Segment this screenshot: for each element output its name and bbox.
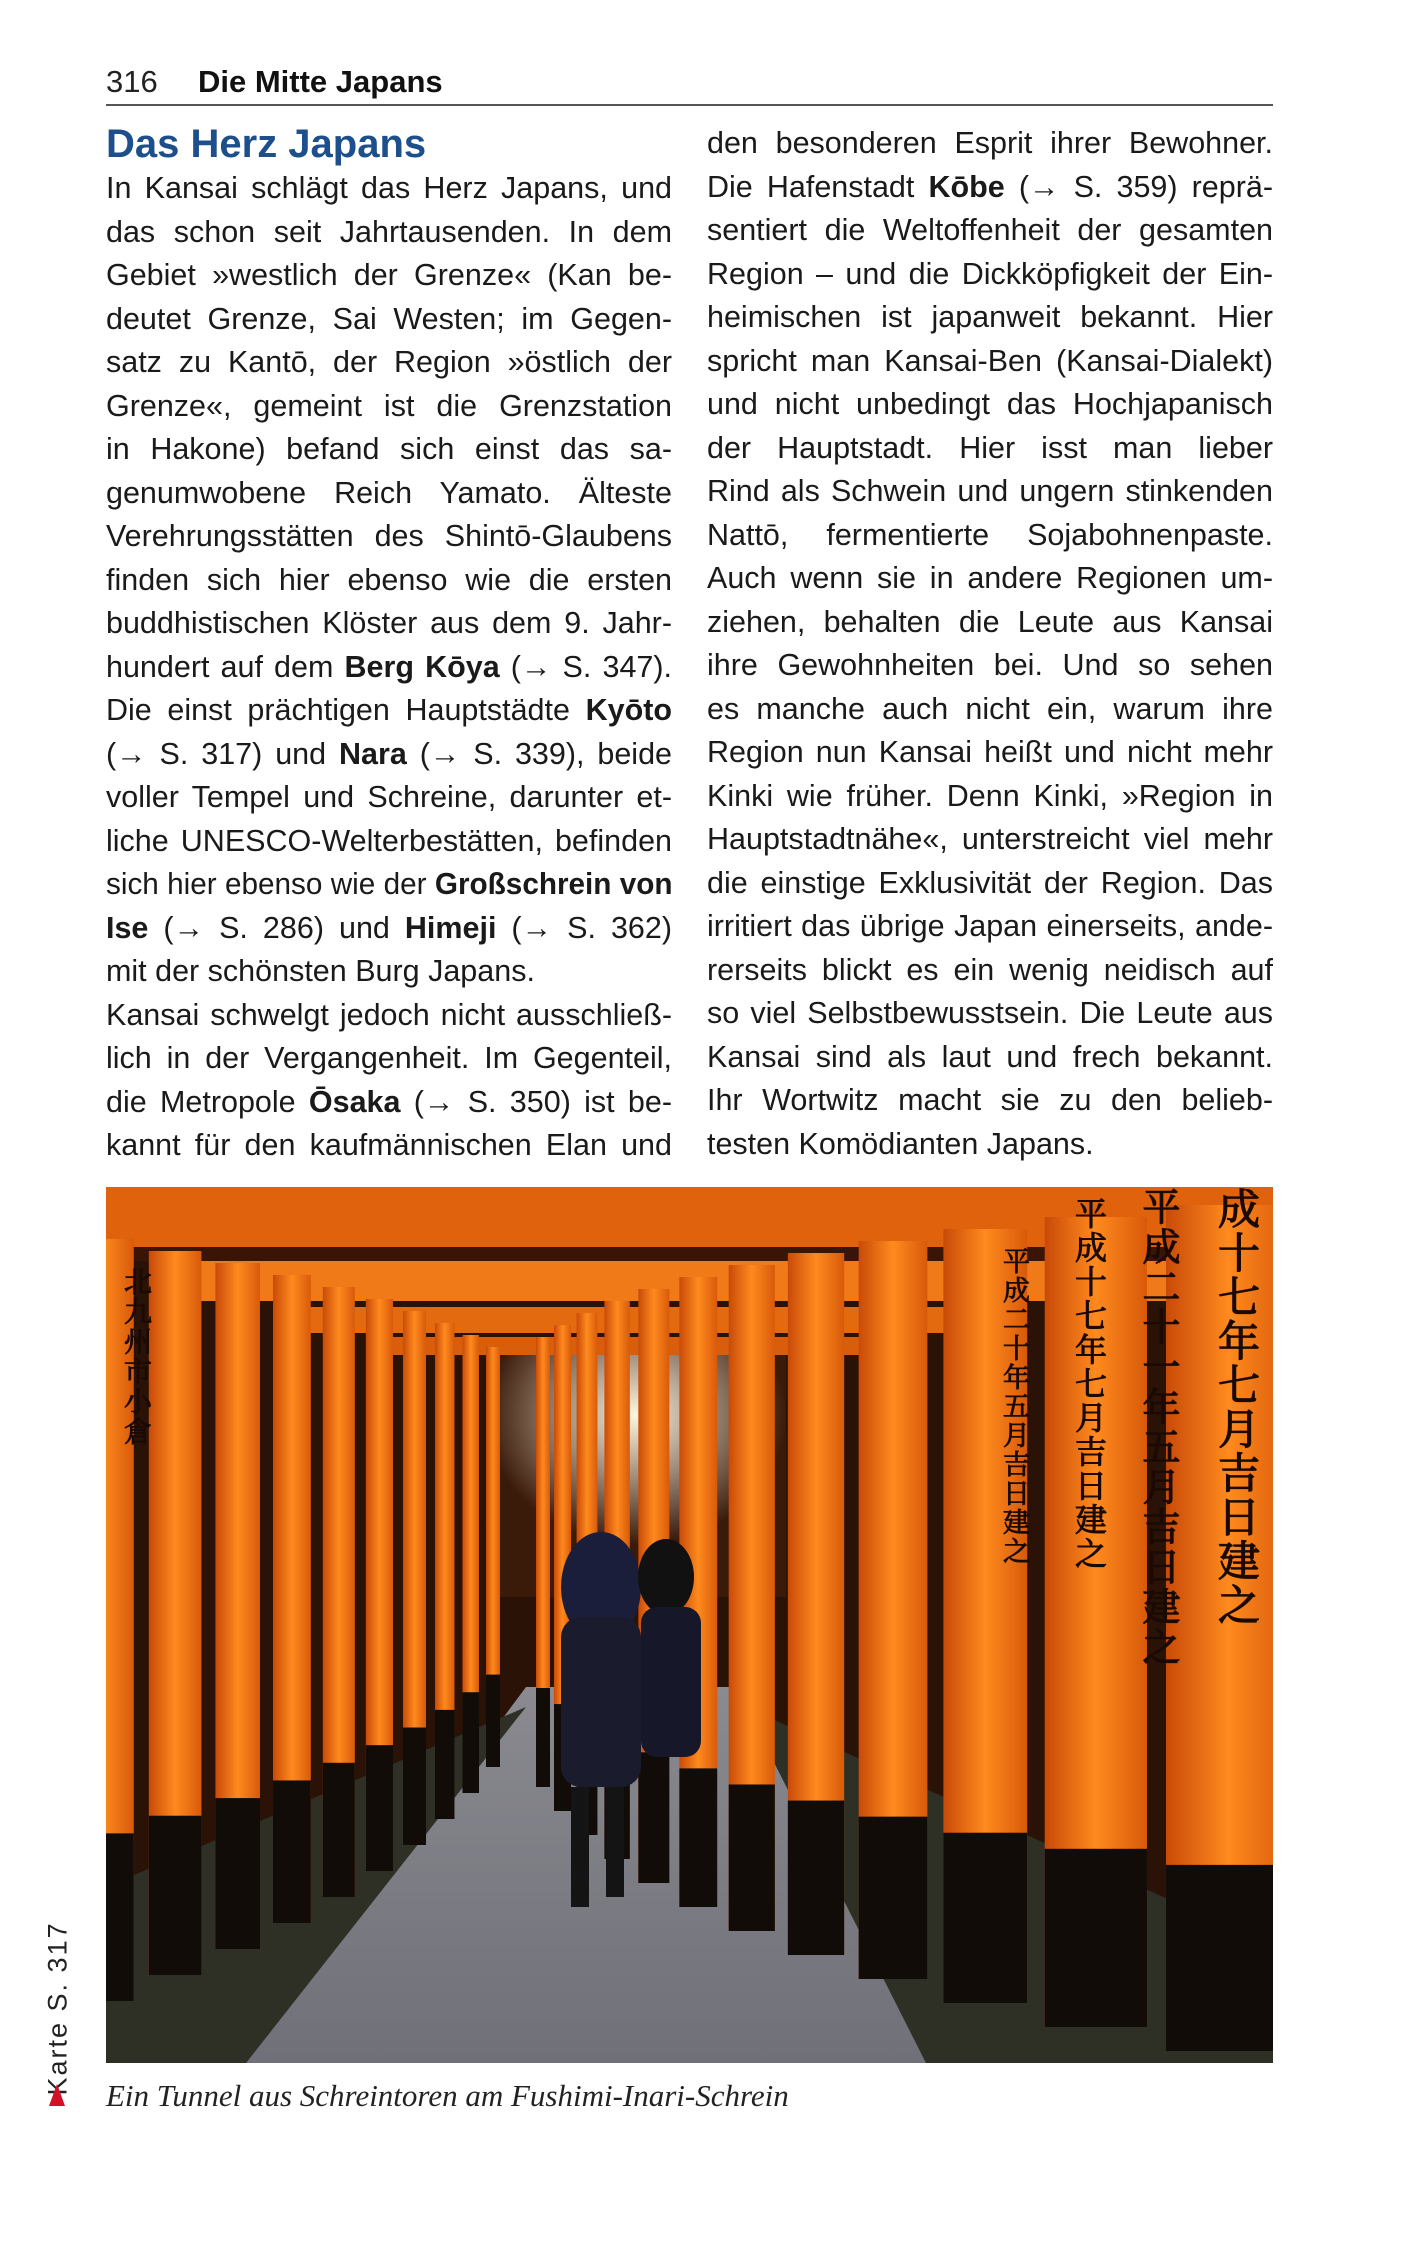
text-line [707, 167, 1273, 207]
text-line [106, 386, 672, 426]
text-line [707, 863, 1273, 903]
bold-term: Kōbe [928, 169, 1005, 204]
pillar-base [943, 1833, 1027, 2003]
text-line [106, 1038, 672, 1078]
bold-term: Kyōto [585, 693, 672, 727]
text-segment: das schon seit Jahrtausenden. In dem [106, 214, 672, 249]
text-line [707, 210, 1273, 250]
text-line [106, 560, 672, 600]
text-segment: Region nun Kansai heißt und nicht mehr [707, 735, 1273, 769]
text-segment: kannt für den kaufmännischen Elan und [106, 1128, 672, 1162]
text-line [106, 777, 672, 817]
text-segment: Ihr Wortwitz macht sie zu den belieb- [707, 1083, 1273, 1117]
article-title: Das Herz Japans [106, 122, 427, 166]
header-rule [106, 104, 1273, 106]
text-line [106, 647, 672, 687]
text-line [707, 732, 1273, 772]
text-segment: in Hakone) befand sich einst das sa- [106, 432, 672, 466]
pillar-base [403, 1728, 426, 1845]
text-line [707, 776, 1273, 816]
text-segment: ihre Gewohnheiten bei. Und so sehen [707, 648, 1273, 682]
text-segment: Auch wenn sie in andere Regionen um- [707, 561, 1273, 595]
text-line [707, 906, 1273, 946]
text-segment: Kinki wie früher. Denn Kinki, »Region in [707, 778, 1273, 813]
text-segment: Hauptstadtnähe«, unterstreicht viel mehr [707, 822, 1273, 856]
pillar-inscription: 北九州市小倉 [120, 1267, 153, 1447]
text-segment: Kansai sind als laut und frech bekannt. [707, 1039, 1273, 1074]
pillar-base [215, 1798, 260, 1949]
text-line [106, 908, 672, 948]
text-line [707, 1124, 1273, 1164]
text-line [707, 341, 1273, 381]
text-line [106, 212, 672, 252]
text-line [707, 254, 1273, 294]
text-line [106, 951, 672, 991]
text-segment: Verehrungsstätten des Shintō-Glaubens [106, 519, 672, 553]
text-segment: sentiert die Weltoffenheit der gesamten [707, 213, 1273, 247]
text-segment: Nattō, fermentierte Sojabohnenpaste. [707, 517, 1273, 552]
text-segment: es manche auch nicht ein, warum ihre [707, 691, 1273, 726]
pillar-base [106, 1833, 134, 2001]
text-line [707, 515, 1273, 555]
text-segment: rerseits blickt es ein wenig neidisch auf [707, 952, 1273, 987]
text-line [106, 299, 672, 339]
text-segment: buddhistischen Klöster aus dem 9. Jahr- [106, 606, 672, 640]
text-line [707, 602, 1273, 642]
text-segment: Kansai schwelgt jedoch nicht ausschließ- [106, 997, 672, 1032]
text-segment: heimischen ist japanweit bekannt. Hier [707, 300, 1273, 334]
pillar-base [679, 1768, 717, 1907]
text-line [106, 1125, 672, 1165]
text-line [707, 384, 1273, 424]
pillar-base [729, 1784, 775, 1931]
text-segment: satz zu Kantō, der Region »östlich der [106, 345, 672, 379]
text-line [106, 603, 672, 643]
bold-term: Großschrein von [434, 867, 673, 901]
pillar-base [435, 1710, 454, 1819]
torii-tunnel-photo [106, 1187, 1273, 2063]
text-segment: genumwobene Reich Yamato. Älteste [106, 475, 672, 510]
text-line [106, 821, 672, 861]
text-line [106, 168, 672, 208]
page-number: 316 [106, 64, 158, 99]
pillar-inscription: 平成二十年五月吉日建之 [998, 1247, 1029, 1566]
text-segment: In Kansai schlägt das Herz Japans, und [106, 171, 672, 205]
text-segment: der Hauptstadt. Hier isst man lieber [707, 430, 1273, 465]
text-segment: hundert auf dem [106, 649, 345, 684]
text-segment: lich in der Vergangenheit. Im Gegenteil, [106, 1041, 672, 1075]
pillar-base [462, 1692, 479, 1793]
text-segment: (→ S. 286) und [148, 910, 405, 945]
text-segment: Die einst prächtigen Hauptstädte [106, 693, 586, 727]
text-line [707, 1037, 1273, 1077]
bold-term: Himeji [404, 910, 497, 945]
text-line [707, 428, 1273, 468]
pillar-base [1045, 1849, 1147, 2027]
text-line [707, 950, 1273, 990]
text-line [106, 1082, 672, 1122]
text-line [707, 819, 1273, 859]
text-line [707, 558, 1273, 598]
text-segment: den besonderen Esprit ihrer Bewohner. [707, 126, 1273, 160]
pillar-base [366, 1745, 393, 1871]
bold-term: Nara [338, 736, 407, 771]
text-line [106, 429, 672, 469]
text-segment: die einstige Exklusivität der Region. Das [707, 865, 1273, 900]
pillar-base [273, 1780, 311, 1923]
text-segment: irritiert das übrige Japan einerseits, ande- [707, 909, 1273, 943]
text-line [106, 516, 672, 556]
running-title: Die Mitte Japans [198, 64, 443, 99]
text-line [106, 473, 672, 513]
text-segment: ziehen, behalten die Leute aus Kansai [707, 604, 1273, 639]
text-line [106, 342, 672, 382]
text-segment: (→ S. 359) reprä- [1004, 169, 1273, 204]
pillar-base [638, 1752, 669, 1883]
text-segment: (→ S. 347). [499, 649, 672, 684]
pillar-base [1166, 1865, 1273, 2051]
map-reference[interactable]: Karte S. 317 [42, 1921, 73, 2096]
text-segment: sich hier ebenso wie der [106, 867, 435, 901]
text-line [707, 993, 1273, 1033]
text-segment: voller Tempel und Schreine, darunter et- [106, 780, 672, 814]
text-segment: (→ S. 362) [496, 910, 672, 945]
text-segment: Gebiet »westlich der Grenze« (Kan be- [106, 258, 672, 292]
bold-term: Ise [106, 910, 149, 945]
text-segment: finden sich hier ebenso wie die ersten [106, 562, 672, 597]
text-segment: Die Hafenstadt [707, 169, 929, 204]
text-segment: testen Komödianten Japans. [707, 1126, 1094, 1161]
text-line [106, 734, 672, 774]
text-line [106, 255, 672, 295]
text-segment: deutet Grenze, Sai Westen; im Gegen- [106, 301, 672, 336]
bold-term: Ōsaka [308, 1084, 401, 1119]
text-segment: so viel Selbstbewusstsein. Die Leute aus [707, 996, 1273, 1030]
text-line [707, 123, 1273, 163]
pillar-base [323, 1763, 355, 1897]
text-segment: und nicht unbedingt das Hochjapanisch [707, 387, 1273, 421]
text-segment: Rind als Schwein und ungern stinkenden [707, 474, 1273, 508]
text-segment: spricht man Kansai-Ben (Kansai-Dialekt) [707, 343, 1273, 378]
text-segment: Grenze«, gemeint ist die Grenzstation [106, 388, 672, 423]
pillar-base [859, 1817, 928, 1979]
text-line [707, 645, 1273, 685]
pillar-inscription: 平成二十一年五月吉日建之 [1136, 1187, 1181, 1667]
text-segment: liche UNESCO-Welterbestätten, befinden [106, 823, 672, 858]
text-segment: (→ S. 317) und [106, 736, 339, 771]
text-line [106, 690, 672, 730]
text-line [106, 864, 673, 904]
text-segment: die Metropole [106, 1084, 309, 1119]
pillar-inscription: 成十七年七月吉日建之 [1212, 1187, 1261, 1627]
text-segment: (→ S. 339), beide [406, 736, 672, 771]
text-line [106, 995, 672, 1035]
bold-term: Berg Kōya [344, 649, 500, 684]
text-segment: mit der schönsten Burg Japans. [106, 954, 535, 988]
pillar-base [149, 1816, 202, 1975]
text-segment: Region – und die Dickköpfigkeit der Ein- [707, 256, 1273, 291]
pillar-base [788, 1801, 844, 1955]
pillar-inscription: 平成十七年七月吉日建之 [1070, 1197, 1108, 1571]
text-line [707, 1080, 1273, 1120]
text-segment: (→ S. 350) ist be- [400, 1084, 672, 1119]
text-line [707, 689, 1273, 729]
map-marker-icon [49, 2084, 65, 2106]
text-line [707, 471, 1273, 511]
text-line [707, 297, 1273, 337]
pillar-base [536, 1688, 550, 1787]
pillar-base [486, 1675, 500, 1767]
photo-caption: Ein Tunnel aus Schreintoren am Fushimi-Inari-Schrein [106, 2078, 789, 2113]
